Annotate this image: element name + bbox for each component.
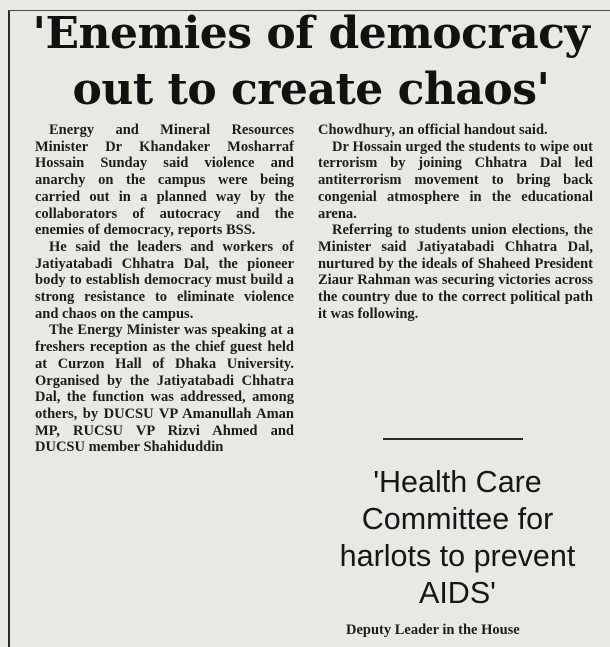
- headline-line-2: out to create chaos': [72, 64, 550, 115]
- next-article-text: Deputy Leader in the House: [346, 622, 520, 638]
- next-article-headline: 'Health Care Committee for harlots to prevent AIDS': [339, 465, 576, 610]
- article-divider: [383, 438, 523, 440]
- article-paragraph: He said the leaders and workers of Jatiyatabadi Chhatra Dal, the pioneer body to establish democracy must build a strong resistance to eliminate violence and chaos on the campus.: [35, 238, 294, 322]
- article-column-right: [318, 122, 593, 322]
- headline-line-1: 'Enemies of democracy: [32, 8, 590, 59]
- column-rule-left: [8, 10, 10, 647]
- article-paragraph: Dr Hossain urged the students to wipe out terrorism by joining Chhatra Dal led antiterrorism movement to bring back congenial atmosphere in the educational arena.: [318, 138, 593, 222]
- article-column-left: [35, 122, 294, 456]
- article-paragraph: Referring to students union elections, the Minister said Jatiyatabadi Chhatra Dal, nurtured by the ideals of Shaheed President Ziaur Rahman was securing victories across the country due to the correct political path it was following.: [318, 222, 593, 322]
- article-headline: [12, 6, 610, 118]
- article-paragraph: Chowdhury, an official handout said.: [318, 122, 548, 138]
- article-paragraph: The Energy Minister was speaking at a freshers reception as the chief guest held at Curzon Hall of Dhaka University. Organised by the Jatiyatabadi Chhatra Dal, the function was addressed, among others, by DUCSU VP Amanullah Aman MP, RUCSU VP Rizvi Ahmed and DUCSU member Shahiduddin: [35, 322, 294, 456]
- article-paragraph: Energy and Mineral Resources Minister Dr Khandaker Mosharraf Hossain Sunday said violence and anarchy on the campus were being carried out in a planned way by the collaborators of autocracy and the enemies of democracy, reports BSS.: [35, 122, 294, 239]
